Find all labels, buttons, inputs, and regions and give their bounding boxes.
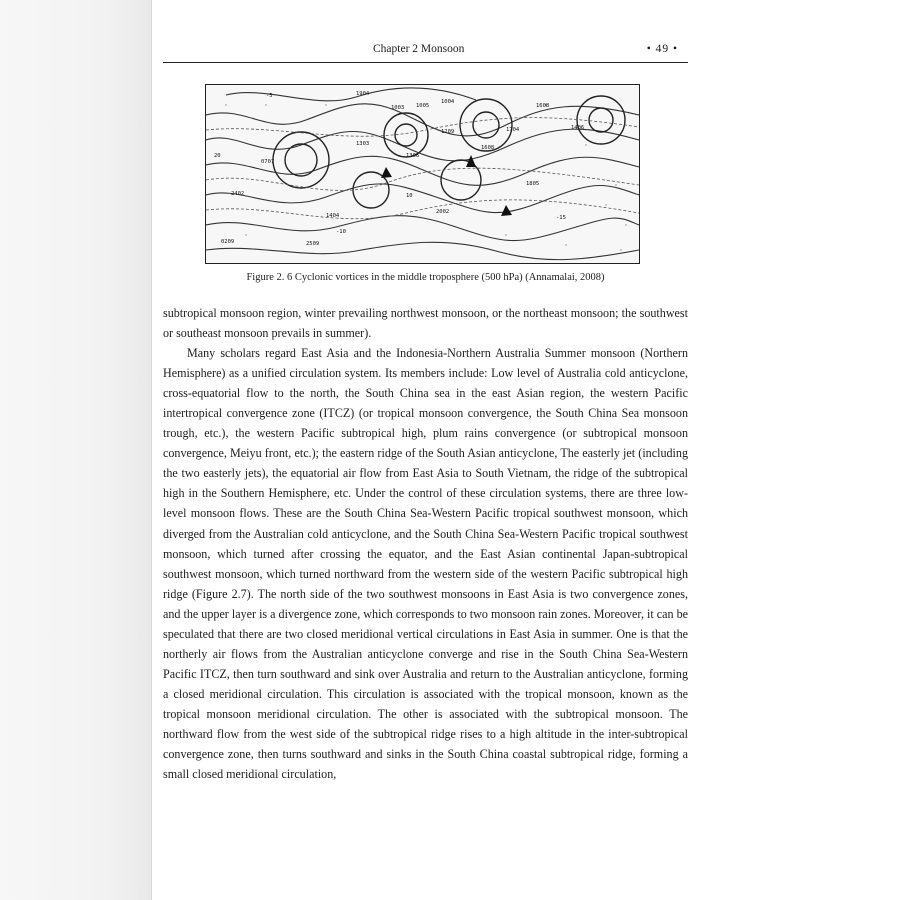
map-label: 2402 [231, 191, 245, 197]
map-label: 1805 [526, 181, 540, 187]
map-label: 1404 [326, 213, 340, 219]
page-number: • 49 • [646, 43, 678, 55]
gutter-edge [151, 0, 152, 900]
weather-map [206, 85, 639, 263]
paragraph-1: subtropical monsoon region, winter prevailing northwest monsoon, or the northeast monsoon; the southwest or southeast monsoon prevails in summer). [163, 306, 688, 341]
map-label: 1003 [391, 105, 405, 111]
paragraph-2: Many scholars regard East Asia and the Indonesia-Northern Australia Summer monsoon (Northern Hemisphere) as a unified circulation system. Its members include: Low level of Australia cold anticyclone, cross-equatorial flow to the north, the South China sea in the east Asian region, the western Pacific intertropical convergence zone (ITCZ) (or tropical monsoon convergence, the South China Sea monsoon trough, etc.), the western Pacific subtropical high, plum rains convergence (or subtropical monsoon convergence, Meiyu front, etc.); the eastern ridge of the South Asian anticyclone, The easterly jet (including the two easterly jets), the equatorial air flow from East Asia to South Vietnam, the ridge of the subtropical high in the Southern Hemisphere, etc. Under the control of these circulation systems, there are three low-level monsoon flows. These are the South China Sea-Western Pacific tropical southwest monsoon, which diverged from the Australian cold anticyclone, and the South China Sea-Western Pacific tropical southwest monsoon, which turned after crossing the equator, and the East Asian continental Japan-subtropical southwest monsoon, which turned northward from the western side of the western Pacific subtropical high ridge (Figure 2.7). The north side of the two southwest monsoons in East Asia is two convergence zones, and the upper layer is a divergence zone, which corresponds to two monsoon rain zones. Moreover, it can be speculated that there are two closed meridional vertical circulations in East Asia in summer. One is that the northerly air flows from the Australian anticyclone converge and rise in the South China Sea-Western Pacific ITCZ, then turn southward and sink over Australia and return to the Australian anticyclone, forming a closed meridional circulation. This circulation is associated with the tropical monsoon, known as the tropical monsoon meridional circulation. The other is associated with the subtropical monsoon. The northward flow from the west side of the subtropical ridge rises to a high altitude in the inter-subtropical convergence zone, then turns southward and sinks in the South China coastal subtropical ridge, forming a small closed meridional circulation, [163, 346, 688, 782]
map-label: 0209 [221, 239, 235, 245]
weather-map-figure [205, 84, 640, 264]
running-title: Chapter 2 Monsoon [373, 43, 465, 55]
map-label: 2002 [436, 209, 450, 215]
map-label: 20 [214, 153, 221, 159]
map-label: 1608 [536, 103, 550, 109]
map-label: 1004 [441, 99, 455, 105]
map-label: 1608 [481, 145, 495, 151]
map-label: 1005 [416, 103, 430, 109]
map-label: 0707 [261, 159, 275, 165]
body-text [163, 303, 688, 784]
map-label: -5 [266, 93, 273, 99]
map-label: 1209 [441, 129, 455, 135]
map-label: -15 [556, 215, 566, 221]
header-rule [163, 62, 688, 63]
map-label: 1303 [356, 141, 370, 147]
map-label: 2509 [306, 241, 320, 247]
map-label: 1406 [571, 125, 585, 131]
map-label: 1704 [506, 127, 520, 133]
map-label: -10 [336, 229, 346, 235]
running-header [163, 41, 688, 63]
book-gutter [0, 0, 152, 900]
map-label: 10 [406, 193, 413, 199]
map-label: 1306 [406, 153, 420, 159]
figure-caption: Figure 2. 6 Cyclonic vortices in the middle troposphere (500 hPa) (Annamalai, 2008) [246, 272, 605, 283]
map-label: 1904 [356, 91, 370, 97]
